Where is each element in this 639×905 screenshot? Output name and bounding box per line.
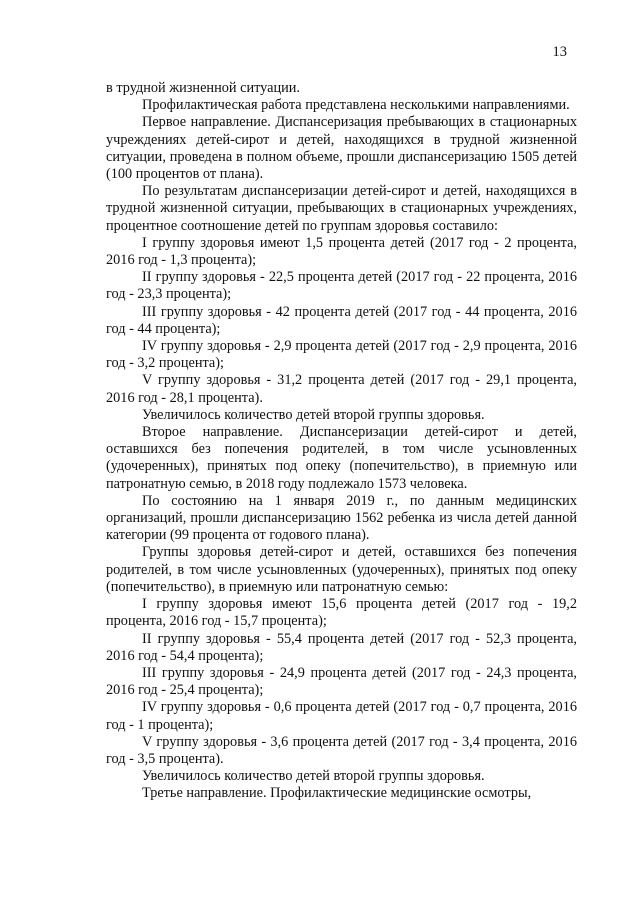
paragraph-group-5-second: V группу здоровья - 3,6 процента детей (2017 год - 3,4 процента, 2016 год - 3,5 процента). xyxy=(106,733,577,767)
paragraph-group-4: IV группу здоровья - 2,9 процента детей (2017 год - 2,9 процента, 2016 год - 3,2 процента); xyxy=(106,338,577,372)
paragraph-continuation: в трудной жизненной ситуации. xyxy=(106,80,300,96)
paragraph-groups-intro: Группы здоровья детей-сирот и детей, оставшихся без попечения родителей, в том числе усыновленных (удочеренных), принятых под опеку (попечительство), в приемную или патронатную семью: xyxy=(106,544,577,595)
paragraph-group-1: I группу здоровья имеют 1,5 процента детей (2017 год - 2 процента, 2016 год - 1,3 процента); xyxy=(106,234,577,269)
paragraph-first-direction: Первое направление. Диспансеризация пребывающих в стационарных учреждениях детей-сирот и детей, находящихся в трудной жизненной ситуации, проведена в полном объеме, прошли диспансеризацию 1505 детей (100 процентов от плана). xyxy=(106,114,577,183)
paragraph-group-2-second: II группу здоровья - 55,4 процента детей (2017 год - 52,3 процента, 2016 год - 54,4 процента); xyxy=(106,630,577,664)
paragraph-group-3: III группу здоровья - 42 процента детей (2017 год - 44 процента, 2016 год - 44 процента); xyxy=(106,303,577,337)
paragraph-group-3-second: III группу здоровья - 24,9 процента детей (2017 год - 24,3 процента, 2016 год - 25,4 процента); xyxy=(106,664,577,699)
paragraph-third-direction: Третье направление. Профилактические медицинские осмотры, xyxy=(142,785,532,802)
paragraph-second-direction: Второе направление. Диспансеризации детей-сирот и детей, оставшихся без попечения родителей, в том числе усыновленных (удочеренных), принятых под опеку (попечительство), в приемную или патронатную семью, в 2018 году подлежало 1573 человека. xyxy=(106,424,577,492)
paragraph-increase-note-second: Увеличилось количество детей второй группы здоровья. xyxy=(142,768,485,785)
document-body xyxy=(106,80,577,803)
paragraph-increase-note: Увеличилось количество детей второй группы здоровья. xyxy=(142,406,485,423)
paragraph-group-2: II группу здоровья - 22,5 процента детей (2017 год - 22 процента, 2016 год - 23,3 процента); xyxy=(106,269,577,303)
paragraph-status-date: По состоянию на 1 января 2019 г., по данным медицинских организаций, прошли диспансеризацию 1562 ребенка из числа детей данной категории (99 процента от годового плана). xyxy=(106,492,577,544)
paragraph-results-intro: По результатам диспансеризации детей-сирот и детей, находящихся в трудной жизненной ситуации, пребывающих в стационарных учреждениях, процентное соотношение детей по группам здоровья составило: xyxy=(106,183,577,234)
paragraph-group-4-second: IV группу здоровья - 0,6 процента детей (2017 год - 0,7 процента, 2016 год - 1 процента); xyxy=(106,699,577,733)
page-number: 13 xyxy=(552,44,567,60)
paragraph-group-1-second: I группу здоровья имеют 15,6 процента детей (2017 год - 19,2 процента, 2016 год - 15,7 процента); xyxy=(106,596,577,630)
paragraph-group-5: V группу здоровья - 31,2 процента детей (2017 год - 29,1 процента, 2016 год - 28,1 процента). xyxy=(106,372,577,406)
paragraph-preventive-work: Профилактическая работа представлена несколькими направлениями. xyxy=(142,97,570,114)
